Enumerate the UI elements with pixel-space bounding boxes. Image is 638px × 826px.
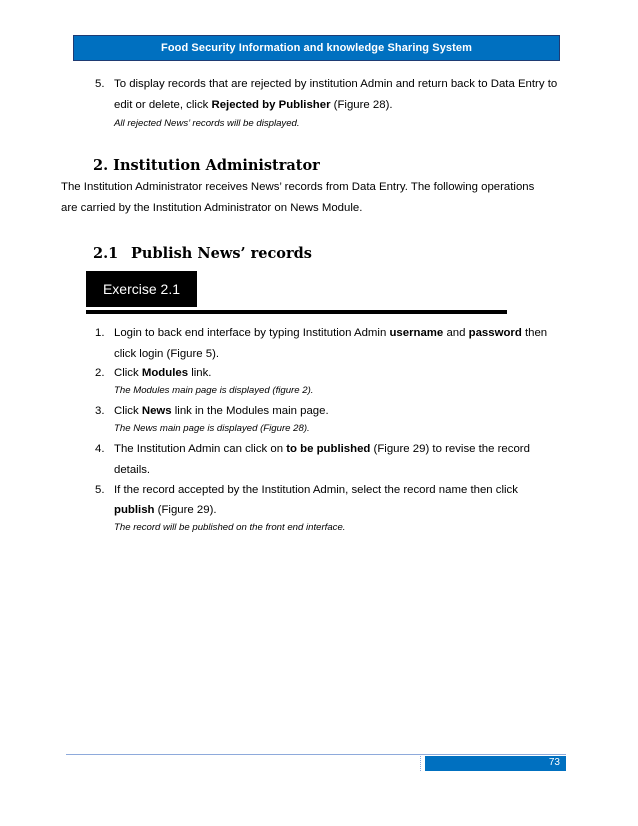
step-text: If the record accepted by the Institution Admin, select the record name then click <box>114 484 518 496</box>
section-paragraph: are carried by the Institution Administrator on News Module. <box>61 202 363 214</box>
step-note: The Modules main page is displayed (figure 2). <box>114 385 314 396</box>
list-item-text: edit or delete, click Rejected by Publisher (Figure 28). <box>114 99 393 111</box>
list-item-note: All rejected News’ records will be displayed. <box>114 118 300 129</box>
step-text: details. <box>114 464 151 476</box>
exercise-label: Exercise 2.1 <box>102 281 181 297</box>
step-text: Click Modules link. <box>114 367 212 379</box>
step-number: 3. <box>95 405 105 417</box>
step-number: 1. <box>95 327 105 339</box>
footer-rule <box>66 754 566 755</box>
step-number: 2. <box>95 367 105 379</box>
step-note: The record will be published on the front end interface. <box>114 522 346 533</box>
step-number: 4. <box>95 443 105 455</box>
step-note: The News main page is displayed (Figure 28). <box>114 423 310 434</box>
step-text: Click News link in the Modules main page. <box>114 405 329 417</box>
step-text: The Institution Admin can click on to be published (Figure 29) to revise the record <box>114 443 530 455</box>
step-text: publish (Figure 29). <box>114 504 217 516</box>
footer-page-bar <box>425 756 566 771</box>
document-header-title: Food Security Information and knowledge Sharing System <box>161 42 472 54</box>
section-paragraph: The Institution Administrator receives News’ records from Data Entry. The following operations <box>61 181 535 193</box>
section-heading: 2. Institution Administrator <box>93 157 320 174</box>
list-item-text: To display records that are rejected by institution Admin and return back to Data Entry to <box>114 78 558 90</box>
subsection-title: Publish News’ records <box>131 245 312 262</box>
list-number: 5. <box>95 78 105 90</box>
step-text: Login to back end interface by typing Institution Admin username and password then <box>114 327 548 339</box>
page-number: 73 <box>548 757 560 768</box>
exercise-underline <box>86 310 507 314</box>
footer-divider <box>420 756 423 771</box>
step-text: click login (Figure 5). <box>114 348 220 360</box>
subsection-number: 2.1 <box>93 245 119 262</box>
document-header-bar <box>73 35 560 61</box>
exercise-label-box <box>86 271 197 307</box>
step-number: 5. <box>95 484 105 496</box>
